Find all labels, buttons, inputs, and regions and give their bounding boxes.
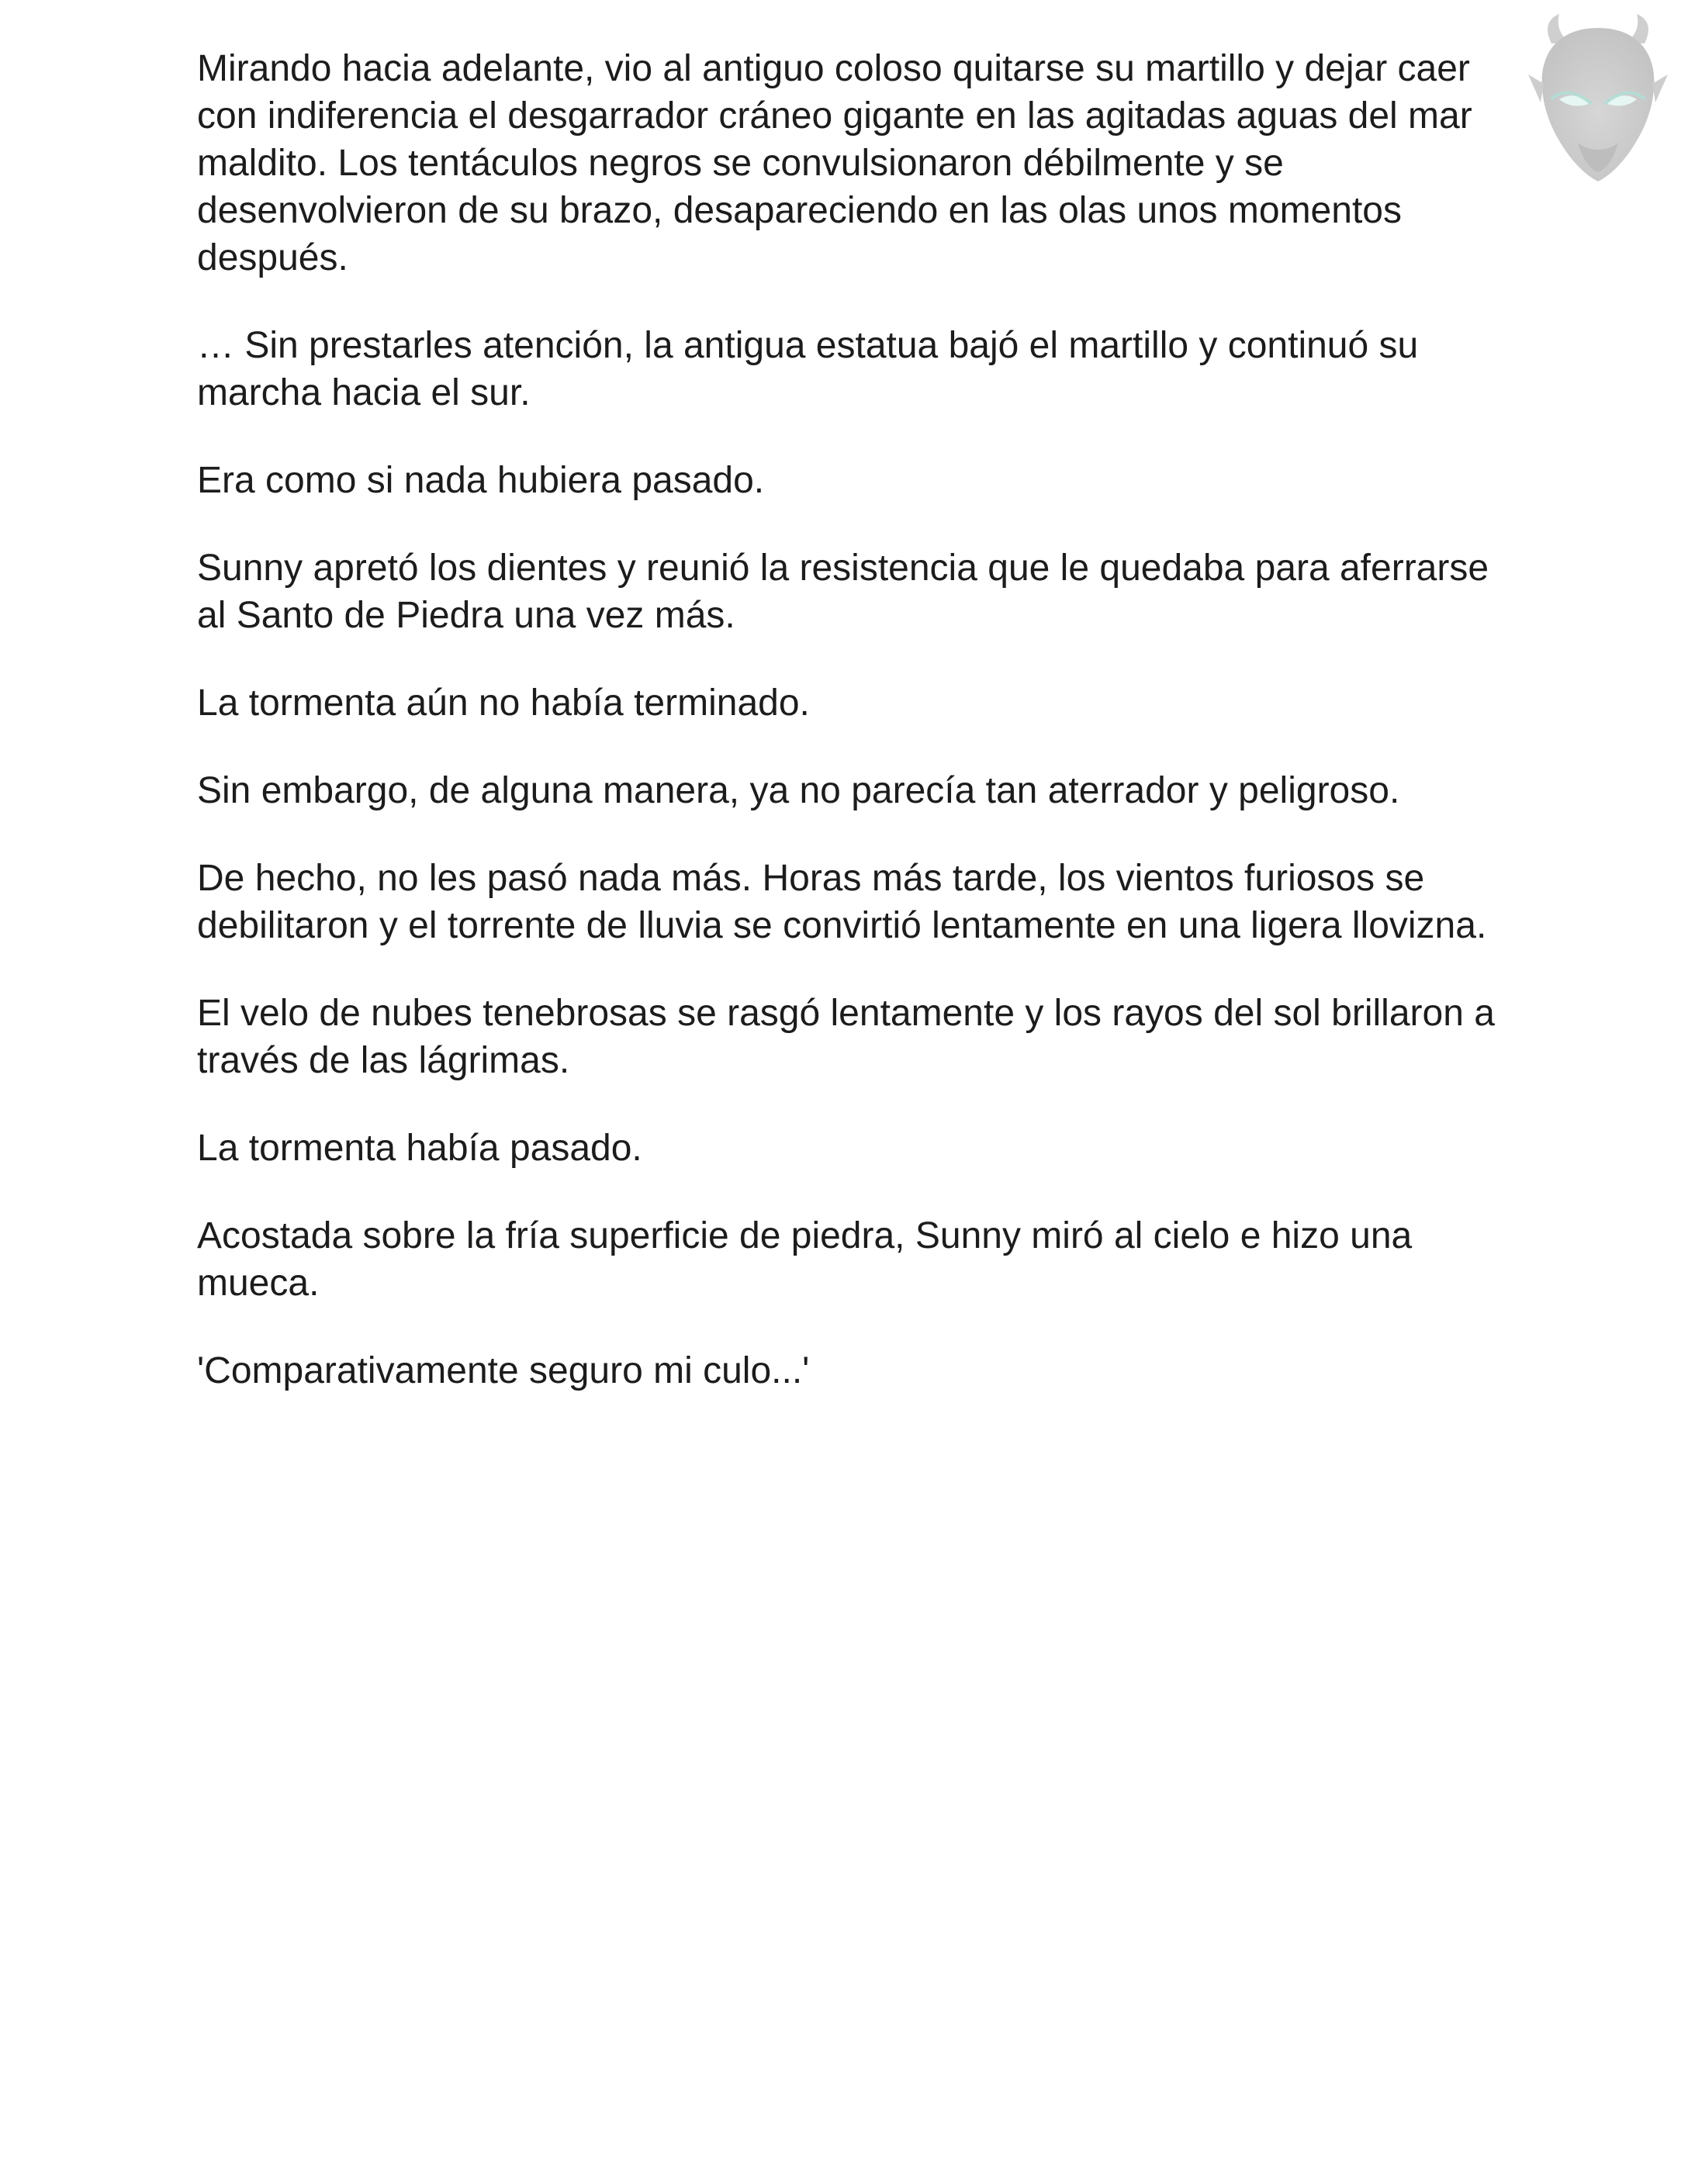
paragraph: Era como si nada hubiera pasado. (197, 460, 765, 501)
paragraph: La tormenta había pasado. (197, 1128, 642, 1169)
paragraph: Mirando hacia adelante, vio al antiguo coloso quitarse su martillo y dejar caer con indiferencia el desgarrador cráneo gigante en las agitadas aguas del mar maldito. Los tentáculos negros se convulsionaron débilmente y se desenvolvieron de su brazo, desapareciendo en las olas unos momentos después. (197, 48, 1472, 278)
paragraph: 'Comparativamente seguro mi culo...' (197, 1350, 810, 1391)
paragraph: … Sin prestarles atención, la antigua estatua bajó el martillo y continuó su marcha hacia el sur. (197, 325, 1419, 413)
paragraph: Sunny apretó los dientes y reunió la resistencia que le quedaba para aferrarse al Santo de Piedra una vez más. (197, 548, 1489, 636)
document-body (197, 45, 1500, 1435)
paragraph: De hecho, no les pasó nada más. Horas más tarde, los vientos furiosos se debilitaron y el torrente de lluvia se convirtió lentamente en una ligera llovizna. (197, 858, 1487, 946)
demon-head-icon (1520, 12, 1676, 191)
paragraph: Sin embargo, de alguna manera, ya no parecía tan aterrador y peligroso. (197, 770, 1400, 811)
paragraph: La tormenta aún no había terminado. (197, 682, 810, 724)
paragraph: El velo de nubes tenebrosas se rasgó lentamente y los rayos del sol brillaron a través de las lágrimas. (197, 993, 1495, 1081)
paragraph: Acostada sobre la fría superficie de piedra, Sunny miró al cielo e hizo una mueca. (197, 1215, 1413, 1304)
